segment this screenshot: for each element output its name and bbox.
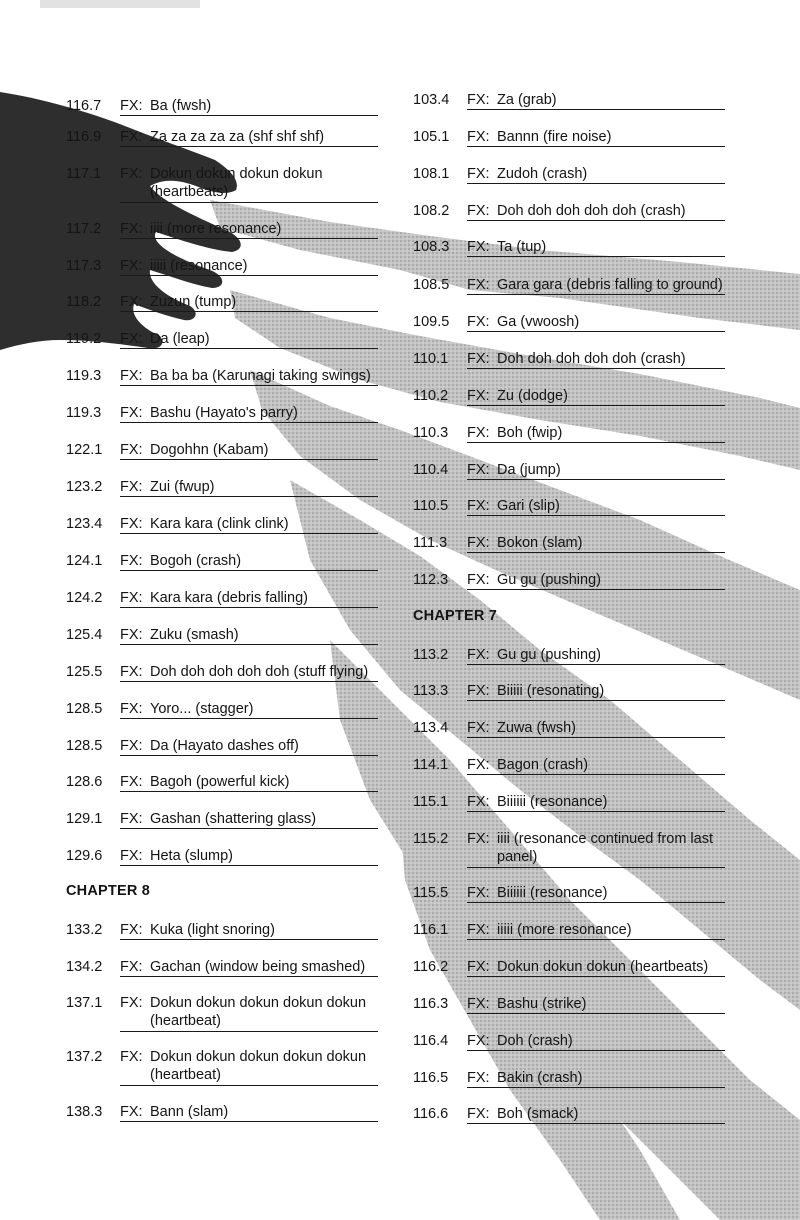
page-panel-number: 115.1 [413,794,449,810]
fx-entry [66,1103,378,1123]
page-panel-number: 116.5 [413,1070,449,1086]
fx-description: Gu gu (pushing) [497,572,601,588]
entry-underline [467,867,725,868]
entry-underline [120,146,378,147]
scan-header-mark [40,0,200,8]
page-panel-number: 117.1 [66,166,102,182]
fx-entry [413,202,725,222]
fx-label: FX: [467,314,490,330]
fx-description: Gashan (shattering glass) [150,811,317,827]
entry-underline [120,496,378,497]
fx-description: Za za za za za (shf shf shf) [150,129,325,145]
fx-entry [413,128,725,148]
fx-label: FX: [467,425,490,441]
entry-underline [120,718,378,719]
fx-entry [413,682,725,702]
fx-description: Da (leap) [150,331,210,347]
fx-description: Dokun dokun dokun dokun dokun (heartbeat) [150,995,367,1029]
fx-description: Doh doh doh doh doh (stuff flying) [150,664,369,680]
entry-underline [120,644,378,645]
fx-description: Bannn (fire noise) [497,129,612,145]
fx-description: Bagon (crash) [497,757,589,773]
fx-entry [66,552,378,572]
fx-entry [66,1048,378,1086]
fx-label: FX: [467,1070,490,1086]
entry-underline [120,791,378,792]
page-panel-number: 138.3 [66,1104,103,1120]
entry-underline [120,681,378,682]
fx-label: FX: [467,794,490,810]
fx-entry [66,663,378,683]
entry-underline [120,1121,378,1122]
page-panel-number: 129.6 [66,848,103,864]
fx-entry [413,350,725,370]
fx-label: FX: [120,664,143,680]
fx-description: Gachan (window being smashed) [150,959,366,975]
fx-label: FX: [467,959,490,975]
entry-underline [467,737,725,738]
page-panel-number: 109.5 [413,314,450,330]
fx-label: FX: [120,811,143,827]
entry-underline [467,774,725,775]
fx-description: Kara kara (debris falling) [150,590,308,606]
fx-label: FX: [467,757,490,773]
fx-description: Bann (slam) [150,1104,229,1120]
fx-description: Zudoh (crash) [497,166,588,182]
fx-label: FX: [120,738,143,754]
entry-underline [120,348,378,349]
fx-entry [66,128,378,148]
fx-entry [66,330,378,350]
page-panel-number: 110.3 [413,425,449,441]
fx-entry [66,958,378,978]
page-panel-number: 113.2 [413,647,449,663]
fx-label: FX: [467,831,490,847]
fx-description: Zu (dodge) [497,388,568,404]
page-panel-number: 117.2 [66,221,102,237]
fx-entry [413,921,725,941]
page-panel-number: 116.7 [66,98,102,114]
fx-entry [66,478,378,498]
entry-underline [467,515,725,516]
page-panel-number: 137.1 [66,995,103,1011]
page-panel-number: 128.6 [66,774,103,790]
fx-entry [66,404,378,424]
fx-label: FX: [120,98,143,114]
fx-entry [413,958,725,978]
fx-entry [413,646,725,666]
fx-entry [66,921,378,941]
page-panel-number: 123.2 [66,479,103,495]
fx-description: Ta (tup) [497,239,547,255]
page-panel-number: 119.3 [66,405,102,421]
fx-label: FX: [120,405,143,421]
page-panel-number: 116.1 [413,922,449,938]
fx-label: FX: [120,442,143,458]
entry-underline [120,1085,378,1086]
fx-label: FX: [467,92,490,108]
entry-underline [467,256,725,257]
entry-underline [467,664,725,665]
page-panel-number: 108.1 [413,166,450,182]
fx-label: FX: [120,627,143,643]
page-panel-number: 113.3 [413,683,449,699]
fx-label: FX: [467,166,490,182]
entry-underline [467,183,725,184]
fx-label: FX: [467,996,490,1012]
fx-entry [413,424,725,444]
fx-description: Gu gu (pushing) [497,647,601,663]
fx-entry [413,534,725,554]
entry-underline [120,533,378,534]
page-panel-number: 103.4 [413,92,450,108]
page-panel-number: 115.5 [413,885,449,901]
page-panel-number: 110.4 [413,462,449,478]
entry-underline [467,109,725,110]
fx-label: FX: [467,683,490,699]
page-panel-number: 114.1 [413,757,449,773]
fx-label: FX: [120,221,143,237]
entry-underline [120,865,378,866]
entry-underline [120,976,378,977]
fx-description: Bakin (crash) [497,1070,583,1086]
fx-entry [66,700,378,720]
fx-description: Za (grab) [497,92,557,108]
fx-description: Bogoh (crash) [150,553,242,569]
page-panel-number: 119.3 [66,368,102,384]
fx-label: FX: [467,277,490,293]
page-panel-number: 110.1 [413,351,449,367]
fx-entry [66,515,378,535]
entry-underline [120,275,378,276]
page-panel-number: 133.2 [66,922,103,938]
entry-underline [467,146,725,147]
fx-description: Zui (fwup) [150,479,215,495]
fx-label: FX: [467,1033,490,1049]
fx-label: FX: [120,590,143,606]
fx-label: FX: [467,239,490,255]
entry-underline [120,607,378,608]
fx-description: Bashu (strike) [497,996,587,1012]
fx-label: FX: [120,129,143,145]
fx-entry [413,387,725,407]
entry-underline [467,902,725,903]
fx-entry [413,313,725,333]
fx-entry [66,257,378,277]
fx-description: Boh (fwip) [497,425,563,441]
fx-entry [413,571,725,591]
fx-description: iiiii (more resonance) [497,922,632,938]
fx-label: FX: [120,479,143,495]
fx-description: Dokun dokun dokun dokun (heartbeats) [150,166,323,200]
page-panel-number: 128.5 [66,738,103,754]
fx-label: FX: [120,1104,143,1120]
entry-underline [467,405,725,406]
fx-description: Zuku (smash) [150,627,239,643]
fx-description: iiiii (resonance) [150,258,248,274]
entry-underline [120,570,378,571]
fx-label: FX: [120,516,143,532]
page-panel-number: 117.3 [66,258,102,274]
fx-description: Biiiiii (resonance) [497,794,608,810]
fx-label: FX: [467,129,490,145]
entry-underline [467,294,725,295]
entry-underline [467,220,725,221]
page-panel-number: 116.4 [413,1033,449,1049]
page-panel-number: 124.1 [66,553,103,569]
fx-description: Biiiii (resonating) [497,683,605,699]
fx-description: Yoro... (stagger) [150,701,254,717]
entry-underline [467,976,725,977]
page-panel-number: 116.6 [413,1106,449,1122]
page-panel-number: 125.5 [66,664,103,680]
fx-entry [66,810,378,830]
fx-description: Zuzun (tump) [150,294,237,310]
page-panel-number: 108.2 [413,203,450,219]
fx-description: Da (Hayato dashes off) [150,738,299,754]
fx-entry [66,626,378,646]
entry-underline [467,1123,725,1124]
fx-label: FX: [120,331,143,347]
fx-description: Kara kara (clink clink) [150,516,289,532]
page-panel-number: 125.4 [66,627,103,643]
entry-underline [120,385,378,386]
entry-underline [467,1050,725,1051]
entry-underline [467,1013,725,1014]
fx-label: FX: [467,498,490,514]
entry-underline [120,202,378,203]
fx-entry [66,165,378,203]
page-panel-number: 122.1 [66,442,103,458]
fx-entry [413,719,725,739]
fx-entry [413,756,725,776]
page-panel-number: 137.2 [66,1049,103,1065]
page-panel-number: 112.3 [413,572,449,588]
fx-label: FX: [120,701,143,717]
fx-description: Ga (vwoosh) [497,314,580,330]
page-panel-number: 105.1 [413,129,450,145]
fx-description: Zuwa (fwsh) [497,720,576,736]
page-panel-number: 118.2 [66,294,102,310]
entry-underline [467,939,725,940]
page-panel-number: 129.1 [66,811,103,827]
entry-underline [120,1031,378,1032]
fx-description: Kuka (light snoring) [150,922,275,938]
fx-label: FX: [120,774,143,790]
fx-entry [413,497,725,517]
entry-underline [467,442,725,443]
fx-description: Ba (fwsh) [150,98,212,114]
fx-label: FX: [120,959,143,975]
chapter-heading: CHAPTER 7 [413,608,497,624]
page-panel-number: 123.4 [66,516,103,532]
fx-description: Bokon (slam) [497,535,583,551]
entry-underline [120,755,378,756]
entry-underline [120,828,378,829]
fx-description: Biiiiii (resonance) [497,885,608,901]
fx-entry [66,773,378,793]
fx-entry [66,97,378,117]
fx-label: FX: [467,203,490,219]
entry-underline [467,552,725,553]
fx-description: iiii (resonance continued from last panel) [497,831,713,865]
fx-label: FX: [467,885,490,901]
fx-label: FX: [467,922,490,938]
page-panel-number: 110.2 [413,388,449,404]
fx-entry [413,1032,725,1052]
entry-underline [467,479,725,480]
fx-label: FX: [120,166,143,182]
page-panel-number: 115.2 [413,831,449,847]
fx-label: FX: [467,720,490,736]
fx-entry [66,847,378,867]
fx-label: FX: [467,388,490,404]
fx-label: FX: [467,572,490,588]
fx-label: FX: [120,848,143,864]
fx-entry [66,293,378,313]
page-panel-number: 124.2 [66,590,103,606]
fx-description: Gari (slip) [497,498,560,514]
fx-entry [413,884,725,904]
page-panel-number: 116.3 [413,996,449,1012]
fx-description: Dogohhn (Kabam) [150,442,269,458]
fx-description: Doh (crash) [497,1033,573,1049]
entry-underline [467,811,725,812]
entry-underline [467,368,725,369]
fx-entry [413,276,725,296]
fx-label: FX: [467,647,490,663]
fx-label: FX: [120,1049,143,1065]
fx-label: FX: [467,535,490,551]
fx-entry [413,461,725,481]
fx-entry [413,1105,725,1125]
fx-entry [413,830,725,868]
fx-description: Doh doh doh doh doh (crash) [497,203,686,219]
fx-description: Boh (smack) [497,1106,579,1122]
fx-description: iiii (more resonance) [150,221,282,237]
page-panel-number: 116.9 [66,129,102,145]
fx-entry [413,165,725,185]
fx-description: Heta (slump) [150,848,233,864]
fx-description: Da (jump) [497,462,561,478]
fx-label: FX: [120,553,143,569]
fx-entry [413,91,725,111]
fx-description: Bashu (Hayato's parry) [150,405,298,421]
page-panel-number: 116.2 [413,959,449,975]
fx-entry [66,441,378,461]
fx-label: FX: [120,995,143,1011]
fx-entry [66,220,378,240]
fx-entry [413,793,725,813]
entry-underline [120,311,378,312]
entry-underline [467,700,725,701]
page-panel-number: 128.5 [66,701,103,717]
chapter-heading: CHAPTER 8 [66,883,150,899]
fx-entry [66,994,378,1032]
fx-label: FX: [120,294,143,310]
page-panel-number: 113.4 [413,720,449,736]
entry-underline [120,422,378,423]
fx-label: FX: [120,368,143,384]
entry-underline [120,238,378,239]
fx-label: FX: [120,258,143,274]
fx-label: FX: [467,1106,490,1122]
fx-description: Doh doh doh doh doh (crash) [497,351,686,367]
entry-underline [467,589,725,590]
page-panel-number: 119.2 [66,331,102,347]
fx-description: Gara gara (debris falling to ground) [497,277,723,293]
entry-underline [467,1087,725,1088]
page-panel-number: 108.3 [413,239,450,255]
entry-underline [120,939,378,940]
fx-entry [66,589,378,609]
page-panel-number: 111.3 [413,535,448,551]
fx-entry [413,238,725,258]
fx-label: FX: [120,922,143,938]
page-panel-number: 110.5 [413,498,449,514]
entry-underline [467,331,725,332]
fx-label: FX: [467,351,490,367]
entry-underline [120,459,378,460]
page-panel-number: 134.2 [66,959,103,975]
page-panel-number: 108.5 [413,277,450,293]
fx-entry [413,995,725,1015]
fx-description: Dokun dokun dokun (heartbeats) [497,959,709,975]
fx-description: Bagoh (powerful kick) [150,774,290,790]
fx-entry [66,367,378,387]
fx-description: Dokun dokun dokun dokun dokun (heartbeat) [150,1049,367,1083]
entry-underline [120,115,378,116]
fx-label: FX: [467,462,490,478]
fx-entry [66,737,378,757]
fx-entry [413,1069,725,1089]
fx-description: Ba ba ba (Karunagi taking swings) [150,368,371,384]
